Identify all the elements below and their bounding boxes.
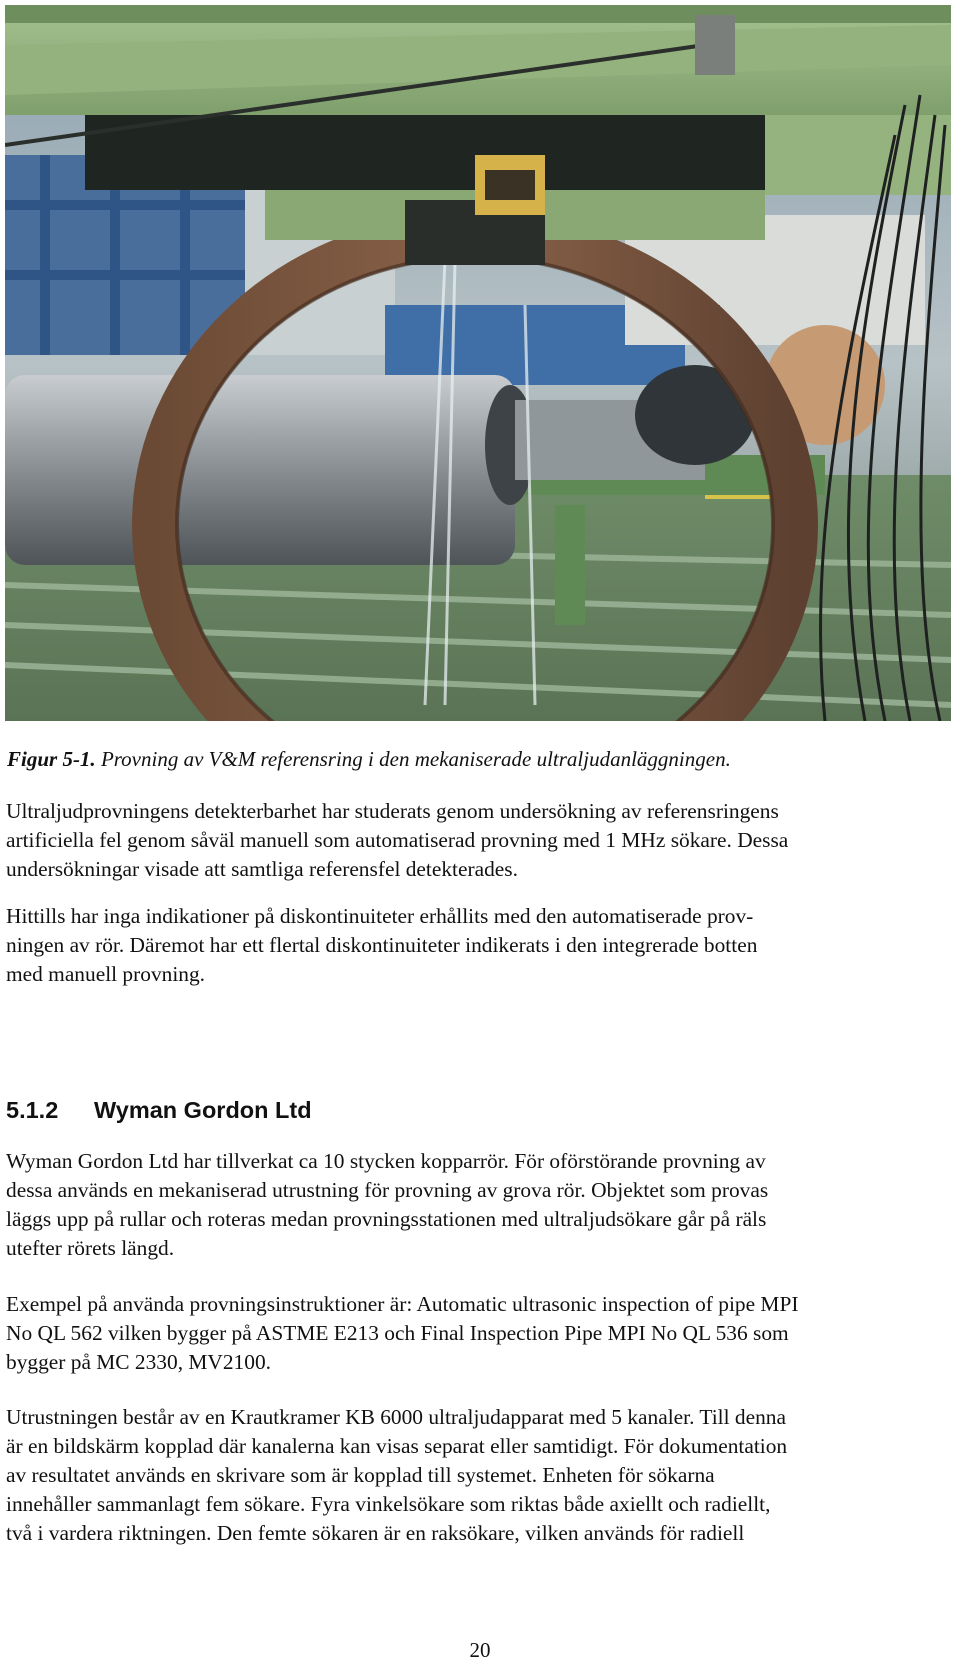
text-line: läggs upp på rullar och roteras medan provningsstationen med ultraljudsökare går på räls: [6, 1207, 767, 1231]
text-line: Wyman Gordon Ltd har tillverkat ca 10 stycken kopparrör. För oförstörande provning av: [6, 1149, 766, 1173]
text-line: Exempel på använda provningsinstruktioner är: Automatic ultrasonic inspection of pipe MPI: [6, 1292, 799, 1316]
text-line: Hittills har inga indikationer på diskontinuiteter erhållits med den automatiserade prov-: [6, 904, 754, 928]
section-heading: [6, 1097, 312, 1124]
text-line: Utrustningen består av en Krautkramer KB 6000 ultraljudapparat med 5 kanaler. Till denna: [6, 1405, 786, 1429]
text-line: Ultraljudprovningens detekterbarhet har studerats genom undersökning av referensringens: [6, 799, 779, 823]
text-line: med manuell provning.: [6, 962, 206, 986]
paragraph-detectability: [6, 797, 952, 884]
text-line: två i vardera riktningen. Den femte sökaren är en raksökare, vilken används för radiell: [6, 1521, 745, 1545]
figure-caption-text: Provning av V&M referensring i den mekaniserade ultraljudanläggningen.: [100, 747, 731, 771]
figure-photo: [5, 5, 951, 721]
text-line: dessa används en mekaniserad utrustning för provning av grova rör. Objektet som provas: [6, 1178, 769, 1202]
page-number: 20: [469, 1638, 491, 1662]
paragraph-wyman-gordon: [6, 1147, 952, 1263]
paragraph-indications: [6, 902, 952, 989]
text-line: artificiella fel genom såväl manuell som automatiserad provning med 1 MHz sökare. Dessa: [6, 828, 789, 852]
text-line: av resultatet används en skrivare som är kopplad till systemet. Enheten för sökarna: [6, 1463, 715, 1487]
text-line: undersökningar visade att samtliga referensfel detekterades.: [6, 857, 518, 881]
text-line: bygger på MC 2330, MV2100.: [6, 1350, 271, 1374]
text-line: är en bildskärm kopplad där kanalerna kan visas separat eller samtidigt. För dokumentation: [6, 1434, 788, 1458]
section-number: 5.1.2: [6, 1097, 59, 1123]
text-line: utefter rörets längd.: [6, 1236, 175, 1260]
paragraph-equipment: [6, 1403, 952, 1548]
figure-label: Figur 5-1.: [7, 747, 96, 771]
section-title: Wyman Gordon Ltd: [94, 1097, 312, 1123]
text-line: No QL 562 vilken bygger på ASTME E213 och Final Inspection Pipe MPI No QL 536 som: [6, 1321, 789, 1345]
text-line: ningen av rör. Däremot har ett flertal diskontinuiteter indikerats i den integrerade botten: [6, 933, 758, 957]
paragraph-instructions: [6, 1290, 952, 1377]
text-line: innehåller sammanlagt fem sökare. Fyra vinkelsökare som riktas både axiellt och radiellt,: [6, 1492, 771, 1516]
figure-caption: [7, 747, 731, 772]
